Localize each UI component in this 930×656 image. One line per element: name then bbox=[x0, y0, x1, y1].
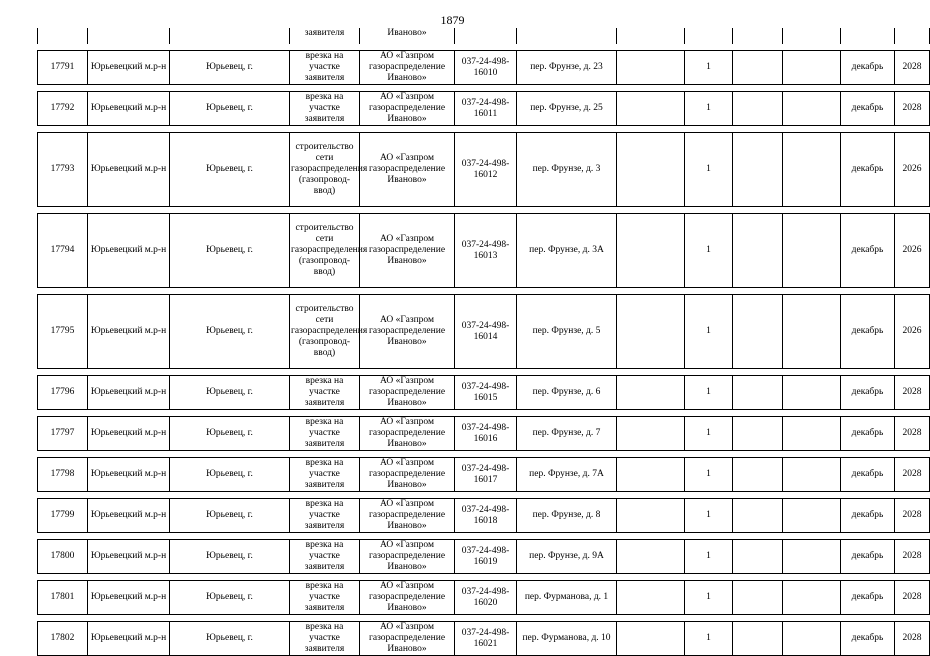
cell-extra2 bbox=[733, 92, 783, 126]
cell-town: Юрьевец, г. bbox=[170, 581, 290, 615]
cell-town: Юрьевец, г. bbox=[170, 499, 290, 533]
cell-qty: 1 bbox=[685, 92, 733, 126]
cell-qty: 1 bbox=[685, 540, 733, 574]
cell-district: Юрьевецкий м.р-н bbox=[88, 458, 170, 492]
cell-num: 17797 bbox=[38, 417, 88, 451]
cell-extra3 bbox=[783, 417, 841, 451]
cell-district: Юрьевецкий м.р-н bbox=[88, 581, 170, 615]
cell-town: Юрьевец, г. bbox=[170, 376, 290, 410]
cell-num: 17793 bbox=[38, 133, 88, 207]
cell-num: 17802 bbox=[38, 622, 88, 656]
cell-org: АО «Газпром газораспределение Иваново» bbox=[360, 376, 455, 410]
cell-district: Юрьевецкий м.р-н bbox=[88, 622, 170, 656]
cell-work: врезка на участке заявителя bbox=[290, 540, 360, 574]
cell-num: 17792 bbox=[38, 92, 88, 126]
cell-extra3 bbox=[783, 133, 841, 207]
cell-month: декабрь bbox=[841, 133, 895, 207]
table-row bbox=[38, 51, 930, 85]
cell-code: 037-24-498-16014 bbox=[455, 295, 517, 369]
table-row bbox=[38, 214, 930, 288]
cell-town: Юрьевец, г. bbox=[170, 540, 290, 574]
cell-town: Юрьевец, г. bbox=[170, 214, 290, 288]
cell-district: Юрьевецкий м.р-н bbox=[88, 214, 170, 288]
cell-year: 2026 bbox=[895, 295, 930, 369]
gap-cell bbox=[38, 85, 930, 92]
cell-org: АО «Газпром газораспределение Иваново» bbox=[360, 622, 455, 656]
cell-qty: 1 bbox=[685, 376, 733, 410]
cell-extra3 bbox=[783, 51, 841, 85]
cell-address: пер. Фрунзе, д. 23 bbox=[517, 51, 617, 85]
cell-extra3 bbox=[783, 540, 841, 574]
cell-org: АО «Газпром газораспределение Иваново» bbox=[360, 499, 455, 533]
cell-extra2 bbox=[733, 458, 783, 492]
cell-district: Юрьевецкий м.р-н bbox=[88, 51, 170, 85]
cell-district: Юрьевецкий м.р-н bbox=[88, 295, 170, 369]
cell-extra2 bbox=[733, 214, 783, 288]
cell-extra3 bbox=[783, 499, 841, 533]
gap-cell bbox=[38, 207, 930, 214]
page-number: 1879 bbox=[440, 13, 465, 27]
cell-work: врезка на участке заявителя bbox=[290, 499, 360, 533]
cell-address: пер. Фрунзе, д. 6 bbox=[517, 376, 617, 410]
cell-num: 17801 bbox=[38, 581, 88, 615]
gap-cell bbox=[38, 451, 930, 458]
cell-town bbox=[170, 28, 290, 44]
cell-address bbox=[517, 28, 617, 44]
cell-district bbox=[88, 28, 170, 44]
cell-org: АО «Газпром газораспределение Иваново» bbox=[360, 581, 455, 615]
cell-month: декабрь bbox=[841, 540, 895, 574]
cell-org: АО «Газпром газораспределение Иваново» bbox=[360, 51, 455, 85]
cell-extra bbox=[617, 51, 685, 85]
cell-extra3 bbox=[783, 28, 841, 44]
cell-month: декабрь bbox=[841, 417, 895, 451]
cell-month: декабрь bbox=[841, 581, 895, 615]
cell-month: декабрь bbox=[841, 92, 895, 126]
table-body bbox=[38, 28, 930, 656]
cell-code: 037-24-498-16011 bbox=[455, 92, 517, 126]
row-gap bbox=[38, 492, 930, 499]
cell-qty: 1 bbox=[685, 581, 733, 615]
cell-month: декабрь bbox=[841, 458, 895, 492]
cell-district: Юрьевецкий м.р-н bbox=[88, 540, 170, 574]
cell-work: врезка на участке заявителя bbox=[290, 376, 360, 410]
cell-org: АО «Газпром газораспределение Иваново» bbox=[360, 214, 455, 288]
cell-work: врезка на участке заявителя bbox=[290, 622, 360, 656]
cell-town: Юрьевец, г. bbox=[170, 295, 290, 369]
cell-address: пер. Фрунзе, д. 25 bbox=[517, 92, 617, 126]
cell-code: 037-24-498-16017 bbox=[455, 458, 517, 492]
gas-connection-table bbox=[37, 28, 930, 656]
cell-num bbox=[38, 28, 88, 44]
cell-extra bbox=[617, 92, 685, 126]
cell-year: 2028 bbox=[895, 417, 930, 451]
gap-cell bbox=[38, 615, 930, 622]
row-gap bbox=[38, 369, 930, 376]
cell-extra2 bbox=[733, 51, 783, 85]
cell-address: пер. Фрунзе, д. 7А bbox=[517, 458, 617, 492]
cell-qty: 1 bbox=[685, 417, 733, 451]
cell-work: врезка на участке заявителя bbox=[290, 417, 360, 451]
cell-extra2 bbox=[733, 376, 783, 410]
cell-district: Юрьевецкий м.р-н bbox=[88, 376, 170, 410]
cell-code: 037-24-498-16019 bbox=[455, 540, 517, 574]
cell-qty: 1 bbox=[685, 458, 733, 492]
cell-district: Юрьевецкий м.р-н bbox=[88, 417, 170, 451]
row-gap bbox=[38, 533, 930, 540]
cell-month: декабрь bbox=[841, 214, 895, 288]
cell-town: Юрьевец, г. bbox=[170, 458, 290, 492]
cell-month: декабрь bbox=[841, 376, 895, 410]
cell-year: 2028 bbox=[895, 92, 930, 126]
cell-qty: 1 bbox=[685, 51, 733, 85]
cell-address: пер. Фурманова, д. 1 bbox=[517, 581, 617, 615]
cell-extra2 bbox=[733, 540, 783, 574]
cell-extra2 bbox=[733, 28, 783, 44]
gap-cell bbox=[38, 574, 930, 581]
cell-month: декабрь bbox=[841, 622, 895, 656]
gap-cell bbox=[38, 492, 930, 499]
cell-town: Юрьевец, г. bbox=[170, 417, 290, 451]
table-row bbox=[38, 376, 930, 410]
cell-org: АО «Газпром газораспределение Иваново» bbox=[360, 295, 455, 369]
cell-extra bbox=[617, 458, 685, 492]
cell-work: строительство сети газораспределения (газопровод-ввод) bbox=[290, 214, 360, 288]
cell-year: 2026 bbox=[895, 133, 930, 207]
cell-code: 037-24-498-16018 bbox=[455, 499, 517, 533]
cell-extra2 bbox=[733, 622, 783, 656]
cell-num: 17798 bbox=[38, 458, 88, 492]
cell-address: пер. Фрунзе, д. 3А bbox=[517, 214, 617, 288]
cell-year: 2028 bbox=[895, 376, 930, 410]
gap-cell bbox=[38, 410, 930, 417]
cell-address: пер. Фрунзе, д. 7 bbox=[517, 417, 617, 451]
cell-code: 037-24-498-16021 bbox=[455, 622, 517, 656]
cell-extra bbox=[617, 622, 685, 656]
cell-code: 037-24-498-16010 bbox=[455, 51, 517, 85]
cell-year: 2028 bbox=[895, 581, 930, 615]
cell-year: 2028 bbox=[895, 499, 930, 533]
cell-code bbox=[455, 28, 517, 44]
cell-num: 17796 bbox=[38, 376, 88, 410]
cell-qty: 1 bbox=[685, 499, 733, 533]
cell-extra bbox=[617, 417, 685, 451]
cell-extra2 bbox=[733, 295, 783, 369]
gap-cell bbox=[38, 369, 930, 376]
cell-extra3 bbox=[783, 458, 841, 492]
table-row bbox=[38, 622, 930, 656]
cell-qty bbox=[685, 28, 733, 44]
row-gap bbox=[38, 615, 930, 622]
cell-code: 037-24-498-16013 bbox=[455, 214, 517, 288]
table-row bbox=[38, 92, 930, 126]
cell-code: 037-24-498-16016 bbox=[455, 417, 517, 451]
continued-row bbox=[38, 28, 930, 44]
cell-num: 17799 bbox=[38, 499, 88, 533]
row-gap bbox=[38, 451, 930, 458]
cell-extra3 bbox=[783, 92, 841, 126]
row-gap bbox=[38, 410, 930, 417]
cell-extra2 bbox=[733, 499, 783, 533]
cell-month: декабрь bbox=[841, 51, 895, 85]
table-row bbox=[38, 295, 930, 369]
cell-district: Юрьевецкий м.р-н bbox=[88, 499, 170, 533]
cell-extra3 bbox=[783, 376, 841, 410]
cell-address: пер. Фурманова, д. 10 bbox=[517, 622, 617, 656]
cell-address: пер. Фрунзе, д. 9А bbox=[517, 540, 617, 574]
table-row bbox=[38, 133, 930, 207]
cell-num: 17800 bbox=[38, 540, 88, 574]
cell-num: 17795 bbox=[38, 295, 88, 369]
cell-org: АО «Газпром газораспределение Иваново» bbox=[360, 417, 455, 451]
cell-qty: 1 bbox=[685, 214, 733, 288]
cell-year bbox=[895, 28, 930, 44]
cell-extra bbox=[617, 540, 685, 574]
cell-extra3 bbox=[783, 581, 841, 615]
table-row bbox=[38, 540, 930, 574]
table-row bbox=[38, 417, 930, 451]
cell-extra2 bbox=[733, 133, 783, 207]
cell-org: Иваново» bbox=[360, 28, 455, 44]
cell-town: Юрьевец, г. bbox=[170, 622, 290, 656]
gap-cell bbox=[38, 126, 930, 133]
cell-month bbox=[841, 28, 895, 44]
cell-extra2 bbox=[733, 581, 783, 615]
row-gap bbox=[38, 126, 930, 133]
table-row bbox=[38, 581, 930, 615]
cell-work: врезка на участке заявителя bbox=[290, 92, 360, 126]
row-gap bbox=[38, 207, 930, 214]
gap-cell bbox=[38, 533, 930, 540]
cell-extra bbox=[617, 376, 685, 410]
table-row bbox=[38, 458, 930, 492]
cell-extra3 bbox=[783, 622, 841, 656]
cell-address: пер. Фрунзе, д. 5 bbox=[517, 295, 617, 369]
cell-extra bbox=[617, 581, 685, 615]
cell-address: пер. Фрунзе, д. 8 bbox=[517, 499, 617, 533]
cell-org: АО «Газпром газораспределение Иваново» bbox=[360, 540, 455, 574]
cell-work: заявителя bbox=[290, 28, 360, 44]
cell-work: врезка на участке заявителя bbox=[290, 581, 360, 615]
cell-extra2 bbox=[733, 417, 783, 451]
cell-town: Юрьевец, г. bbox=[170, 51, 290, 85]
cell-org: АО «Газпром газораспределение Иваново» bbox=[360, 92, 455, 126]
cell-town: Юрьевец, г. bbox=[170, 92, 290, 126]
cell-month: декабрь bbox=[841, 295, 895, 369]
cell-extra bbox=[617, 28, 685, 44]
cell-extra bbox=[617, 295, 685, 369]
cell-code: 037-24-498-16012 bbox=[455, 133, 517, 207]
cell-num: 17791 bbox=[38, 51, 88, 85]
cell-extra3 bbox=[783, 295, 841, 369]
gap-cell bbox=[38, 288, 930, 295]
cell-org: АО «Газпром газораспределение Иваново» bbox=[360, 133, 455, 207]
cell-qty: 1 bbox=[685, 295, 733, 369]
cell-district: Юрьевецкий м.р-н bbox=[88, 133, 170, 207]
cell-district: Юрьевецкий м.р-н bbox=[88, 92, 170, 126]
cell-org: АО «Газпром газораспределение Иваново» bbox=[360, 458, 455, 492]
cell-code: 037-24-498-16020 bbox=[455, 581, 517, 615]
cell-address: пер. Фрунзе, д. 3 bbox=[517, 133, 617, 207]
cell-month: декабрь bbox=[841, 499, 895, 533]
row-gap bbox=[38, 85, 930, 92]
cell-work: строительство сети газораспределения (газопровод-ввод) bbox=[290, 133, 360, 207]
cell-extra bbox=[617, 214, 685, 288]
cell-town: Юрьевец, г. bbox=[170, 133, 290, 207]
cell-work: строительство сети газораспределения (газопровод-ввод) bbox=[290, 295, 360, 369]
row-gap bbox=[38, 288, 930, 295]
cell-year: 2028 bbox=[895, 622, 930, 656]
cell-work: врезка на участке заявителя bbox=[290, 458, 360, 492]
cell-code: 037-24-498-16015 bbox=[455, 376, 517, 410]
cell-work: врезка на участке заявителя bbox=[290, 51, 360, 85]
row-gap bbox=[38, 574, 930, 581]
cell-extra3 bbox=[783, 214, 841, 288]
cell-extra bbox=[617, 133, 685, 207]
table-row bbox=[38, 499, 930, 533]
cell-year: 2026 bbox=[895, 214, 930, 288]
cell-qty: 1 bbox=[685, 622, 733, 656]
cell-extra bbox=[617, 499, 685, 533]
cell-qty: 1 bbox=[685, 133, 733, 207]
cell-year: 2028 bbox=[895, 540, 930, 574]
cell-num: 17794 bbox=[38, 214, 88, 288]
cell-year: 2028 bbox=[895, 458, 930, 492]
cell-year: 2028 bbox=[895, 51, 930, 85]
